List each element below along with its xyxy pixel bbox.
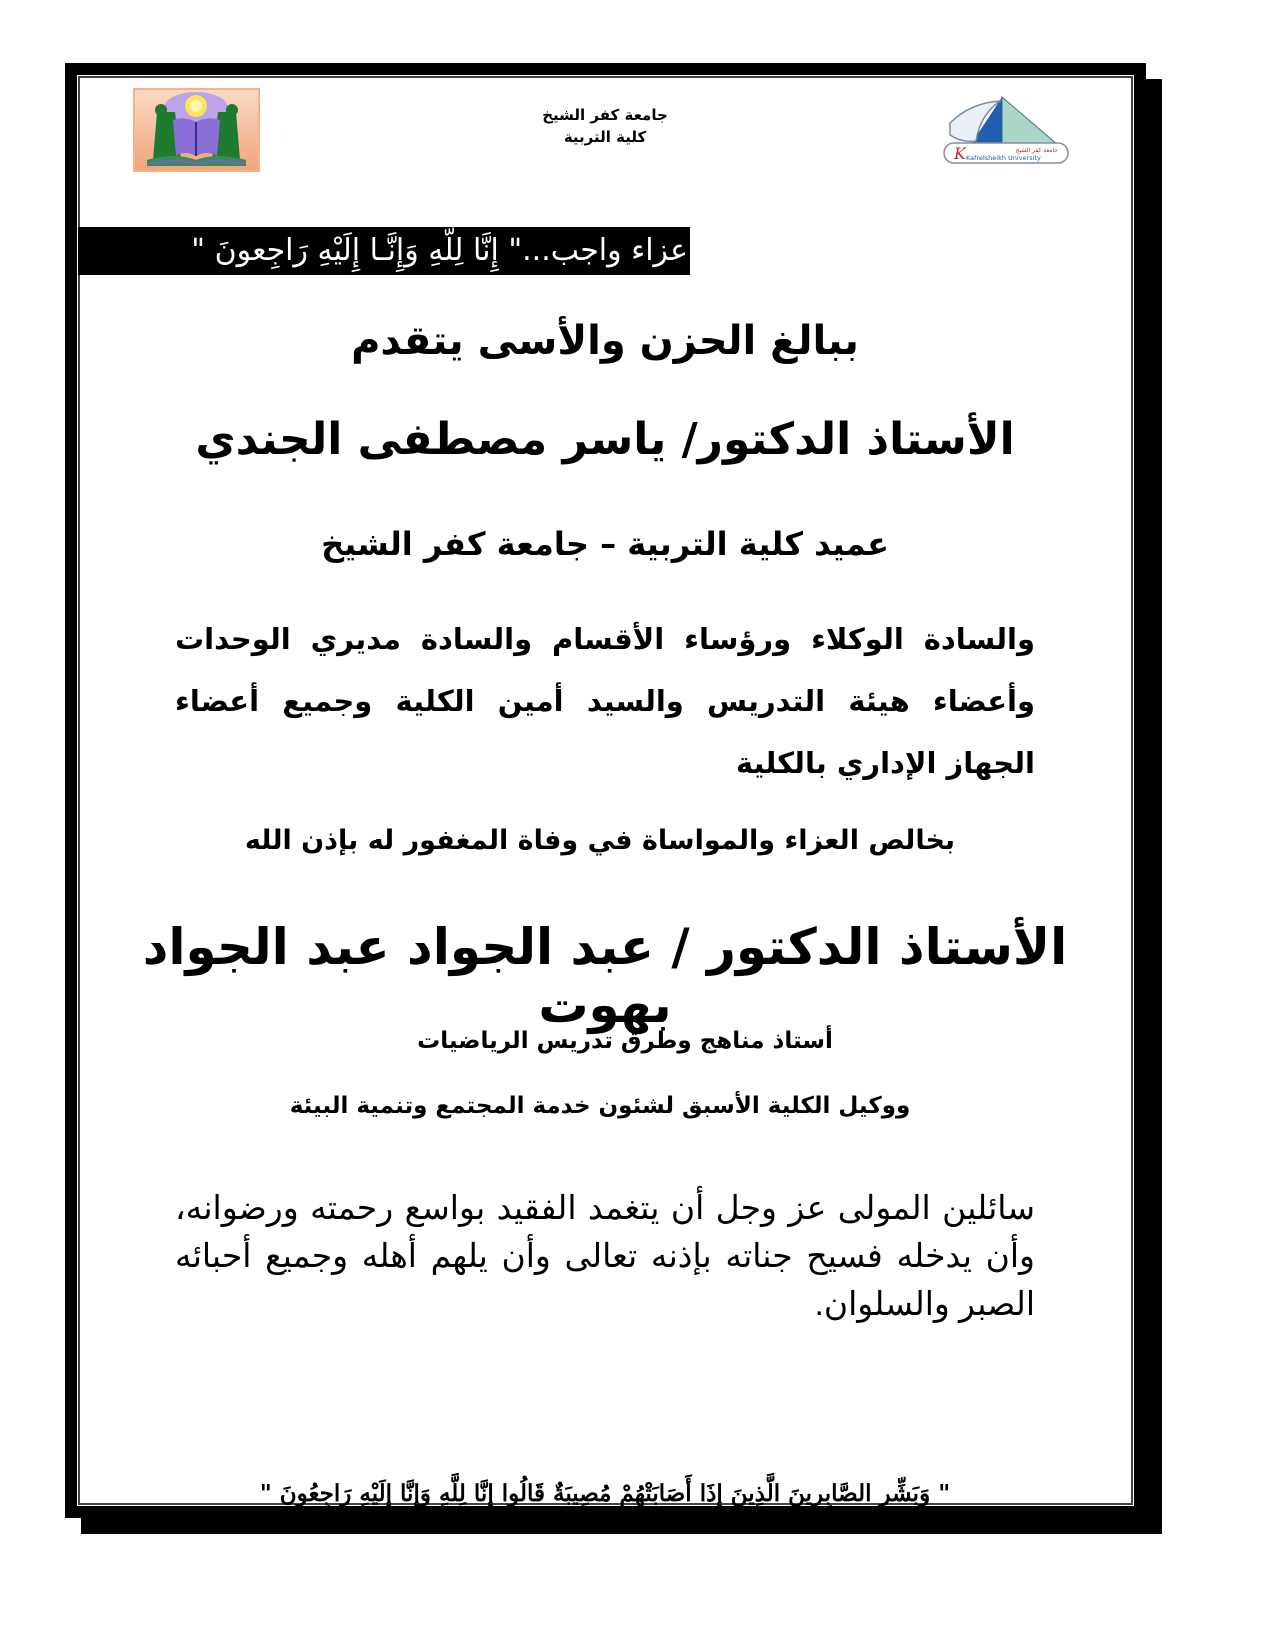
book-emblem-icon: [135, 90, 258, 170]
dean-title: عميد كلية التربية – جامعة كفر الشيخ: [321, 525, 889, 563]
svg-text:Kafrelsheikh University: Kafrelsheikh University: [966, 154, 1041, 162]
faculty-name: كلية التربية: [563, 128, 647, 146]
staff-paragraph: والسادة الوكلاء ورؤساء الأقسام والسادة مديري الوحدات وأعضاء هيئة التدريس والسيد أمين الكلية وجميع أعضاء الجهاز الإداري بالكلية: [175, 622, 1035, 780]
svg-text:جامعة كفر الشيخ: جامعة كفر الشيخ: [1015, 147, 1058, 154]
deceased-title-vice-dean: ووكيل الكلية الأسبق لشئون خدمة المجتمع وتنمية البيئة: [289, 1093, 911, 1119]
deceased-name: الأستاذ الدكتور / عبد الجواد عبد الجواد بهوت: [142, 918, 1068, 1034]
opening-line: ببالغ الحزن والأسى يتقدم: [351, 318, 859, 364]
deceased-title-professor: أستاذ مناهج وطرق تدريس الرياضيات: [417, 1028, 833, 1054]
svg-text:K: K: [954, 144, 966, 163]
university-logo: [940, 95, 1070, 170]
university-name: جامعة كفر الشيخ: [542, 106, 668, 124]
quran-verse: " وَبَشِّرِ الصَّابِرِينَ الَّذِينَ إِذَا أَصَابَتْهُمْ مُصِيبَةٌ قَالُوا إِنَّا لِلَّهِ وَإِنَّا إِلَيْهِ رَاجِعُونَ ": [259, 1480, 951, 1507]
condolence-line: بخالص العزاء والمواساة في وفاة المغفور له بإذن الله: [244, 825, 956, 856]
prayer-paragraph: سائلين المولى عز وجل أن يتغمد الفقيد بواسع رحمته ورضوانه، وأن يدخله فسيح جناته بإذنه تعالى وأن يلهم أهله وجميع أحبائه الصبر والسلوان.: [175, 1189, 1035, 1322]
dean-name: الأستاذ الدكتور/ ياسر مصطفى الجندي: [195, 414, 1015, 465]
pyramid-sail-icon: [940, 95, 1070, 170]
university-header: [480, 104, 730, 148]
condolence-banner: عزاء واجب..." إِنَّا لِلَّهِ وَإِنَّـا إِلَيْهِ رَاجِعونَ ": [78, 227, 690, 275]
faculty-logo: [133, 88, 260, 172]
